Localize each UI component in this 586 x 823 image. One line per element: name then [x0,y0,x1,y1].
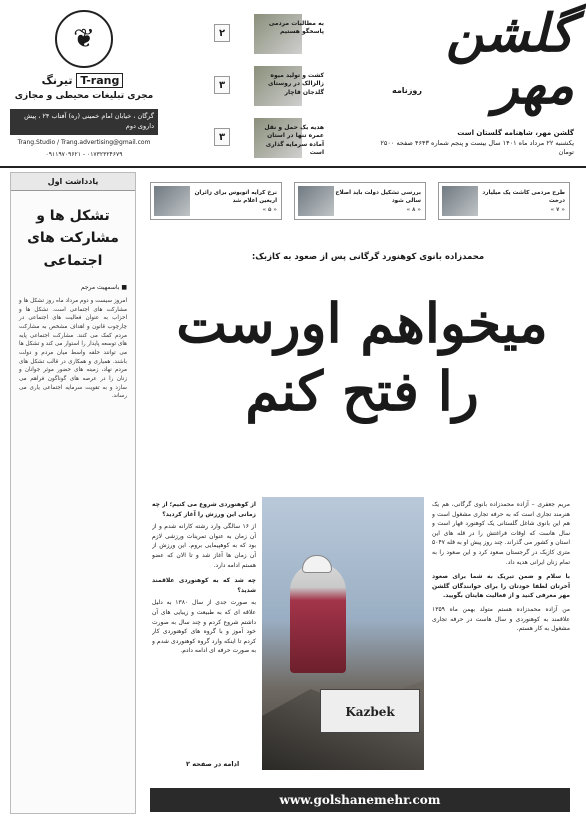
strip-text-wrap [191,189,277,214]
editorial-author: ■ باسمهیت مرجم [80,284,127,292]
story-answer: من آزاده محمدزاده هستم متولد بهمن ماه ۱۳۵۹ علاقمند به کوهنوردی و سال هاست در حرفه تجاری مشغول به کار هستم. [432,605,570,633]
teaser-page-number: ۲ [214,24,230,42]
story-answer: به صورت جدی از سال ۱۳۸۰ به دلیل علاقه ای که به طبیعت و زیبایی های آن داشتم شروع کردم و چند سال به صورت خود آموز و با گروه های کوهنوردی کار کردم تا اینکه وارد گروه کوهنوردی شدم و به صورت حرفه ای ادامه دادم. [152,599,256,655]
climber-photo [262,497,424,770]
masthead-info [364,128,574,158]
teaser-text: کشت و تولید میوه زالزالک در روستای گلدجان قاچار [268,72,324,96]
strip-title: نرخ کرایه اتوبوس برای زائران اربعین اعلام شد [194,190,277,205]
story-column-right [432,500,570,780]
strip-title: بررسی تشکیل دولت باید اصلاح سالی شود [335,190,421,205]
logo-subtitle: روزنامه [392,86,422,95]
strip-item[interactable] [294,182,426,220]
agency-ad [10,10,158,160]
strip-photo [298,186,334,216]
teaser-page-number: ۳ [214,76,230,94]
headline-line-1: میخواهم اورست [176,291,548,355]
strip-text-wrap [479,189,565,214]
editorial-title: تشکل ها و مشارکت های اجتماعی [27,208,119,269]
strip-text-wrap [335,189,421,214]
teaser-text: به مطالبات مردمی پاسخگو هستیم [268,20,324,36]
strip-page: « ۵ » [262,206,277,213]
strip-item[interactable] [438,182,570,220]
teaser-item[interactable] [214,64,324,108]
story-question: با سلام و ضمن تبریک به شما برای صعود آخرتان لطفا خودتان را برای خوانندگان گلشن مهر معرفی کنید و از فعالیت هایتان بگویید. [432,573,570,600]
story-column-left [152,500,256,756]
story-question: از کوهنوردی شروع می کنیم؛ از چه زمانی این ورزش را آغاز کردید؟ [152,501,256,518]
story-question: چه شد که به کوهنوردی علاقمند شدید؟ [152,577,256,594]
strip-photo [442,186,478,216]
editorial-header: یادداشت اول [11,173,135,191]
climber-helmet [302,555,332,573]
headline-line-2: را فتح کنم [245,358,479,423]
teaser-text: هدیه یک حمل و نقل عمره تنها در استان آماده سرمایه گذاری است [264,124,324,157]
strip-title: طرح مردمی کاشت یک میلیارد درخت [482,190,565,205]
agency-phones: ۰۱۷۳۲۳۲۴۶۷۹ - ۰۹۱۱۹۷۰۹۶۲۱ [45,150,123,158]
summit-sign: Kazbek [320,689,420,733]
strip-page: « ۸ » [406,206,421,213]
strip-photo [154,186,190,216]
bird-logo-icon: ❦ [55,10,113,68]
news-strip [150,182,570,220]
story-headline [152,290,572,425]
strip-page: « ۷ » [550,206,565,213]
editorial-column [10,172,136,814]
masthead [0,0,586,168]
story-kicker: محمدزاده بانوی کوهنورد گرگانی پس از صعود به کازبک: [251,252,485,262]
newspaper-logo [364,3,574,116]
logo-text: گلشن مهر [446,3,574,116]
teasers [214,12,324,162]
editorial-body: امروز سیست و دوم مرداد ماه روز تشکل ها و مشارکت های اجتماعی است. تشکل ها و احزاب به عنوان فعالیت های اجتماعی در چارچوب قانون و اهداف مشخص به مشارکت مردم کمک می کنند. مشارکت اجتماعی پایه های توسعه پایدار را استوار می کند و تشکل ها می توانند حلقه واسط میان مردم و دولت باشند. همیاری و همکاری در قالب تشکل های مردم نهاد، زمینه های حضور موثر جوانان و زنان را در عرصه های گوناگون فراهم می سازد و به تقویت سرمایه اجتماعی یاری می رساند. [19,298,127,400]
agency-brand-latin: T-rang [76,73,123,88]
strip-item[interactable] [150,182,282,220]
story-answer: از ۱۶ سالگی وارد رشته کارانه شدم و از آن زمان به عنوان تمرینات ورزشی لازم بود که به کوهپیمایی بروم. این ورزش از آن زمان ها آغاز شد و تا الان که عضو هستم ادامه دارد. [152,523,256,569]
website-footer[interactable]: www.golshanemehr.com [150,788,570,812]
climber-figure [290,563,346,673]
agency-brand [10,74,158,87]
agency-contacts: Trang.Studio / Trang.advertising@gmail.com [17,138,151,146]
story-intro: مریم جعفری – آزاده محمدزاده بانوی گرگانی، هم یک هنرمند تجاری است که به حرفه تجاری مشغول است و هم این بانوی شاغل گلستانی یک کوهنورد قهار است و سال هاست که اوقات فراغتش را در قله های این استان و کشور می گذراند. چند روز پیش او به قله ۵۰۴۷ متری کازبک در گرجستان صعود کرد و این صعود را به تمام زنان ایرانی هدیه داد. [432,501,570,566]
teaser-item[interactable] [214,116,324,160]
continued-link[interactable]: ادامه در صفحه ۲ [186,760,240,768]
masthead-tagline: گلشن مهر، شاهنامه گلستان است [457,129,574,137]
teaser-page-number: ۳ [214,128,230,146]
teaser-item[interactable] [214,12,324,56]
agency-brand-name: تیرنگ [41,74,73,87]
masthead-issue: یکشنبه ۲۲ مرداد ماه ۱۴۰۱ سال بیست و پنجم شماره ۴۶۴۳ صفحه ۲۵۰۰ تومان [380,138,574,157]
agency-address: گرگان ، خیابان امام خمینی (ره) آفتاب ۲۴ ، پیش داروی دوم [10,109,158,135]
agency-slogan: مجری تبلیغات محیطی و مجازی [14,91,154,101]
